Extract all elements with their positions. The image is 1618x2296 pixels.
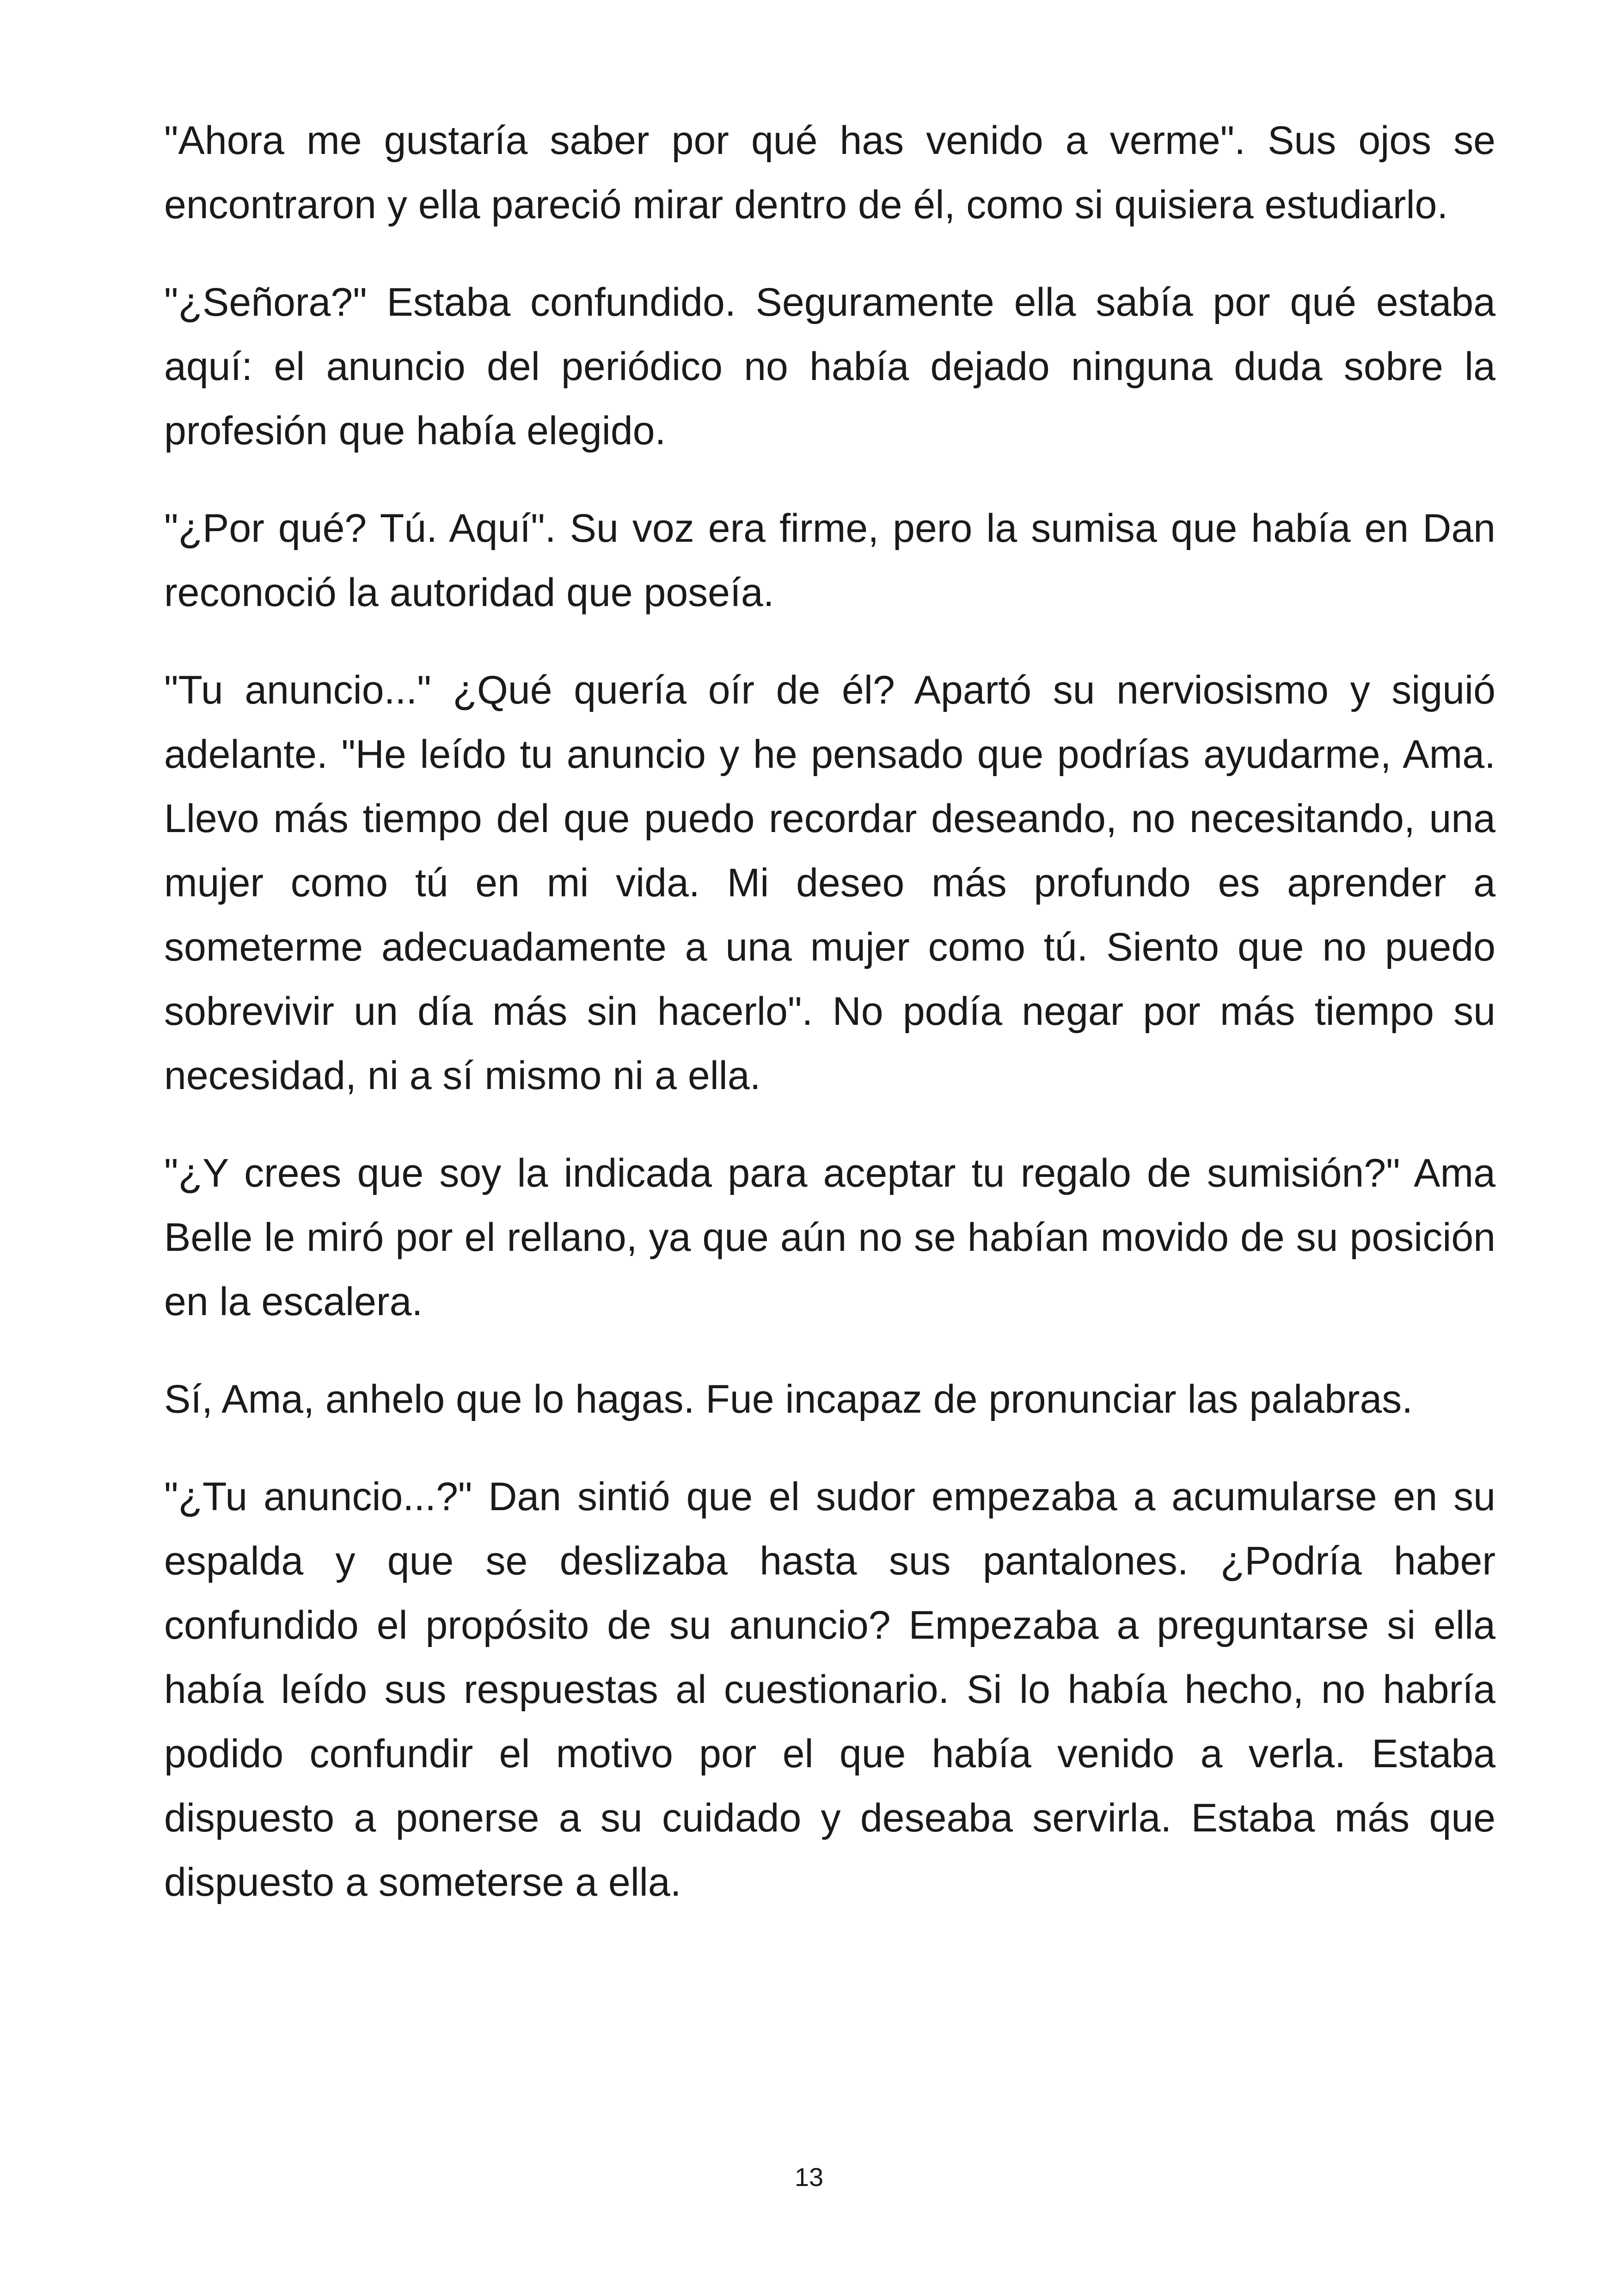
paragraph-2: "¿Señora?" Estaba confundido. Seguramente ella sabía por qué estaba aquí: el anuncio del periódico no había dejado ninguna duda sobre la profesión que había elegido. [164,280,1495,453]
paragraph-3: "¿Por qué? Tú. Aquí". Su voz era firme, pero la sumisa que había en Dan reconoció la autoridad que poseía. [164,506,1495,615]
page-number: 13 [794,2162,824,2192]
paragraph-5: "¿Y crees que soy la indicada para aceptar tu regalo de sumisión?" Ama Belle le miró por el rellano, ya que aún no se habían movido de su posición en la escalera. [164,1151,1495,1324]
body-text [164,109,1495,1948]
paragraph-6: Sí, Ama, anhelo que lo hagas. Fue incapaz de pronunciar las palabras. [164,1377,1413,1421]
paragraph-7: "¿Tu anuncio...?" Dan sintió que el sudor empezaba a acumularse en su espalda y que se deslizaba hasta sus pantalones. ¿Podría haber confundido el propósito de su anuncio? Empezaba a preguntarse si ella había leído sus respuestas al cuestionario. Si lo había hecho, no habría podido confundir el motivo por el que había venido a verla. Estaba dispuesto a ponerse a su cuidado y deseaba servirla. Estaba más que dispuesto a someterse a ella. [164,1475,1495,1904]
paragraph-1: "Ahora me gustaría saber por qué has venido a verme". Sus ojos se encontraron y ella pareció mirar dentro de él, como si quisiera estudiarlo. [164,118,1495,227]
paragraph-4: "Tu anuncio..." ¿Qué quería oír de él? Apartó su nerviosismo y siguió adelante. "He leído tu anuncio y he pensado que podrías ayudarme, Ama. Llevo más tiempo del que puedo recordar deseando, no necesitando, una mujer como tú en mi vida. Mi deseo más profundo es aprender a someterme adecuadamente a una mujer como tú. Siento que no puedo sobrevivir un día más sin hacerlo". No podía negar por más tiempo su necesidad, ni a sí mismo ni a ella. [164,668,1495,1098]
